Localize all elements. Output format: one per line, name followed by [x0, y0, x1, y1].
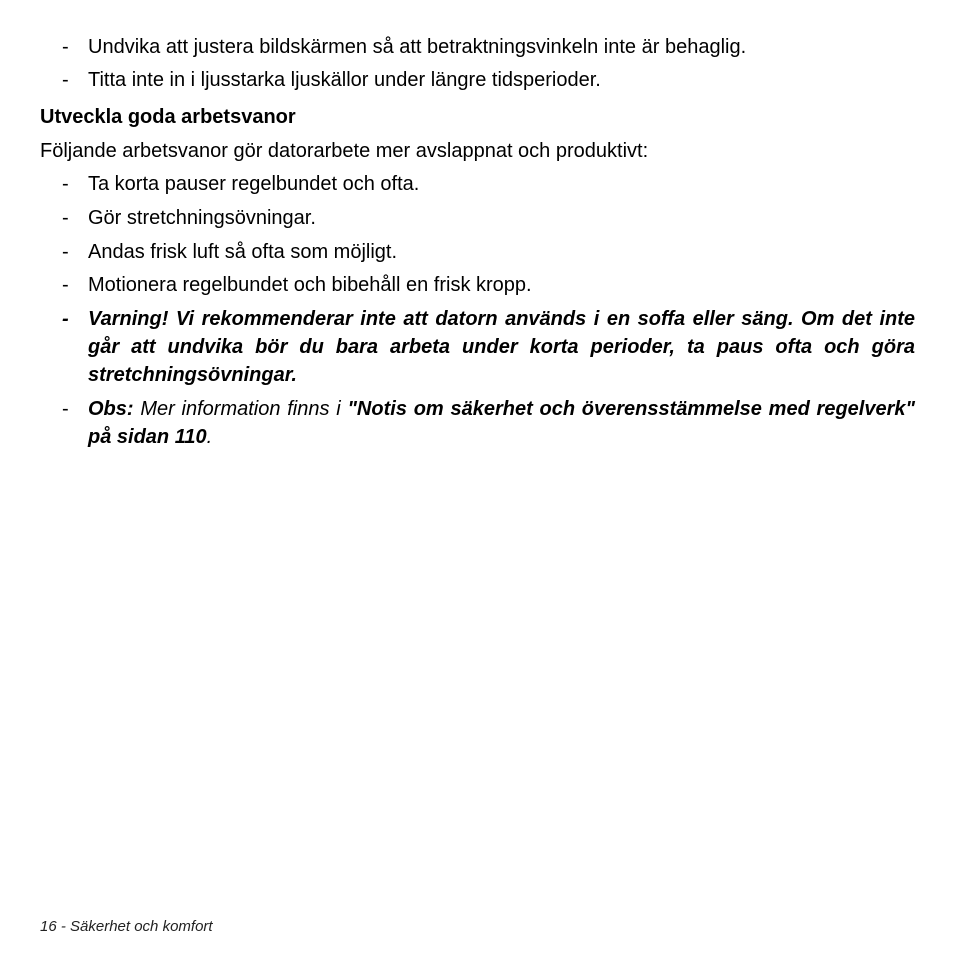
note-paragraph — [88, 395, 915, 451]
warning-text: Varning! Vi rekommenderar inte att datorn används i en soffa eller säng. Om det inte går att undvika bör du bara arbeta under korta perioder, ta paus ofta och göra stretchningsövningar. — [88, 308, 915, 386]
page-footer: 16 - Säkerhet och komfort — [40, 918, 213, 935]
list-dash: - — [62, 69, 69, 91]
list-dash: - — [62, 274, 69, 296]
list-dash: - — [62, 36, 69, 58]
list-dash: - — [62, 207, 69, 229]
list-dash: - — [62, 398, 69, 420]
list-dash: - — [62, 173, 69, 195]
list-item-text: Undvika att justera bildskärmen så att betraktningsvinkeln inte är behaglig. — [88, 36, 747, 58]
section-intro: Följande arbetsvanor gör datorarbete mer avslappnat och produktivt: — [40, 140, 649, 162]
list-item-text: Andas frisk luft så ofta som möjligt. — [88, 241, 398, 263]
note-link[interactable]: "Notis om säkerhet och överensstämmelse med regelverk" på sidan 110 — [88, 398, 915, 448]
section-heading: Utveckla goda arbetsvanor — [40, 106, 296, 128]
list-item-text: Ta korta pauser regelbundet och ofta. — [88, 173, 420, 195]
list-item-text: Titta inte in i ljusstarka ljuskällor under längre tidsperioder. — [88, 69, 601, 91]
list-dash: - — [62, 308, 69, 330]
list-item-text: Gör stretchningsövningar. — [88, 207, 316, 229]
note-label: Obs: — [88, 398, 134, 420]
list-dash: - — [62, 241, 69, 263]
note-text: Mer information finns i — [140, 398, 341, 420]
note-end: . — [206, 426, 213, 448]
list-item-text: Motionera regelbundet och bibehåll en frisk kropp. — [88, 274, 532, 296]
